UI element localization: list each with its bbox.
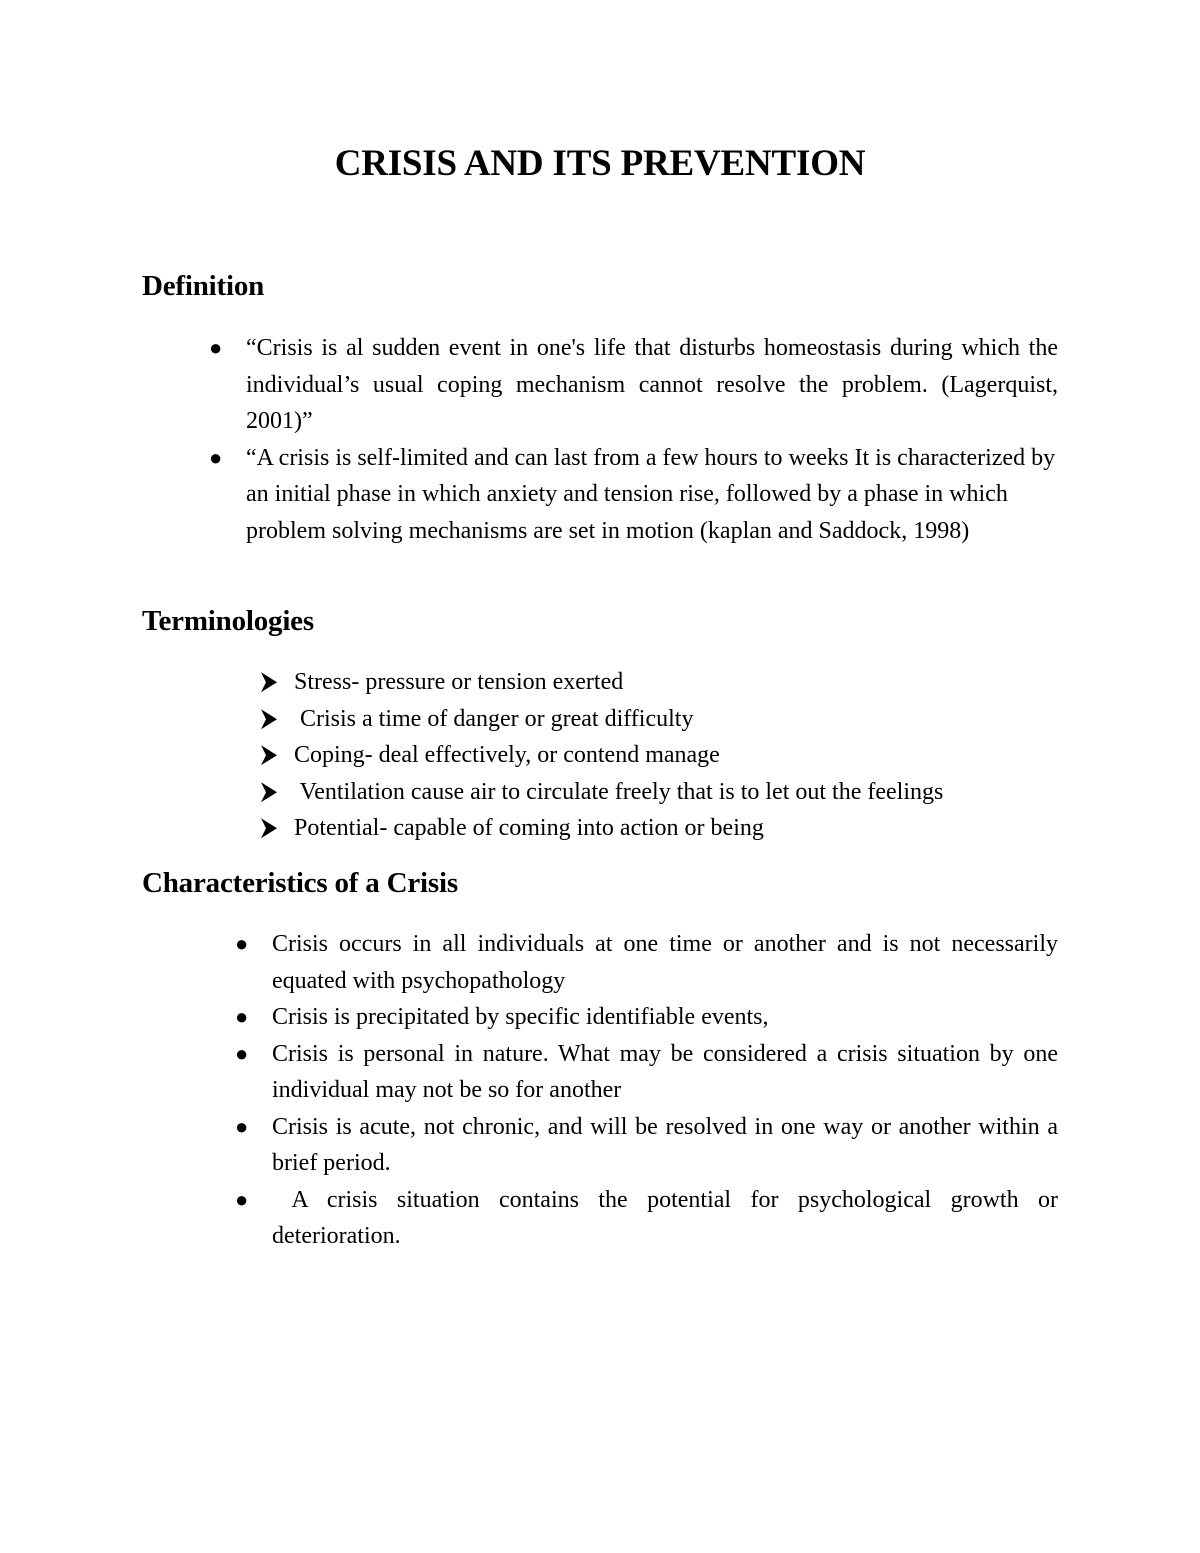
term-text: Crisis a time of danger or great difficulty [294, 705, 694, 732]
characteristic-text: Crisis occurs in all individuals at one time or another and is not necessarily equated with psychopathology [272, 931, 1058, 994]
definition-text: “Crisis is al sudden event in one's life that disturbs homeostasis during which the individual’s usual coping mechanism cannot resolve the problem. (Lagerquist, 2001)” [246, 335, 1058, 434]
list-item [294, 810, 1074, 847]
list-item [294, 701, 1074, 738]
characteristics-list [235, 926, 1064, 1255]
definition-heading: Definition [142, 270, 265, 302]
arrowhead-bullet-icon [258, 737, 280, 774]
term-text: Ventilation cause air to circulate freely that is to let out the feelings [294, 778, 944, 805]
list-item [294, 774, 1074, 811]
list-item [235, 1182, 1064, 1255]
characteristics-heading: Characteristics of a Crisis [142, 867, 458, 899]
bullet-dot-icon: ● [235, 1004, 249, 1029]
page-title: CRISIS AND ITS PREVENTION [334, 143, 866, 184]
list-item [235, 1036, 1058, 1109]
list-item [209, 440, 1058, 550]
bullet-dot-icon: ● [235, 1113, 249, 1139]
terminologies-heading: Terminologies [142, 605, 314, 637]
arrowhead-bullet-icon [258, 810, 280, 847]
list-item [235, 926, 1058, 999]
definition-list [209, 330, 1058, 549]
arrowhead-bullet-icon [258, 701, 280, 738]
bullet-dot-icon: ● [209, 335, 223, 360]
characteristic-text: A crisis situation contains the potential for psychological growth or deterioration. [272, 1186, 1064, 1249]
term-text: Potential- capable of coming into action or being [294, 815, 764, 841]
list-item [235, 999, 1058, 1036]
term-text: Coping- deal effectively, or contend manage [294, 742, 720, 768]
list-item [294, 664, 1074, 701]
bullet-dot-icon: ● [235, 1186, 249, 1212]
terminologies-list [294, 664, 1074, 847]
term-text: Stress- pressure or tension exerted [294, 669, 624, 695]
bullet-dot-icon: ● [235, 931, 249, 956]
list-item [294, 737, 1074, 774]
characteristic-text: Crisis is acute, not chronic, and will be resolved in one way or another within a brief period. [272, 1113, 1058, 1176]
arrowhead-bullet-icon [258, 774, 280, 811]
list-item [235, 1109, 1058, 1182]
characteristic-text: Crisis is precipitated by specific identifiable events, [272, 1004, 769, 1030]
characteristic-text: Crisis is personal in nature. What may be considered a crisis situation by one individual may not be so for another [272, 1040, 1058, 1103]
bullet-dot-icon: ● [209, 444, 223, 470]
list-item [209, 330, 1058, 440]
bullet-dot-icon: ● [235, 1040, 249, 1066]
arrowhead-bullet-icon [258, 664, 280, 701]
definition-text: “A crisis is self-limited and can last from a few hours to weeks It is characterized by an initial phase in which anxiety and tension rise, followed by a phase in which problem solving mechanisms are set in motion (kaplan and Saddock, 1998) [246, 444, 1056, 544]
